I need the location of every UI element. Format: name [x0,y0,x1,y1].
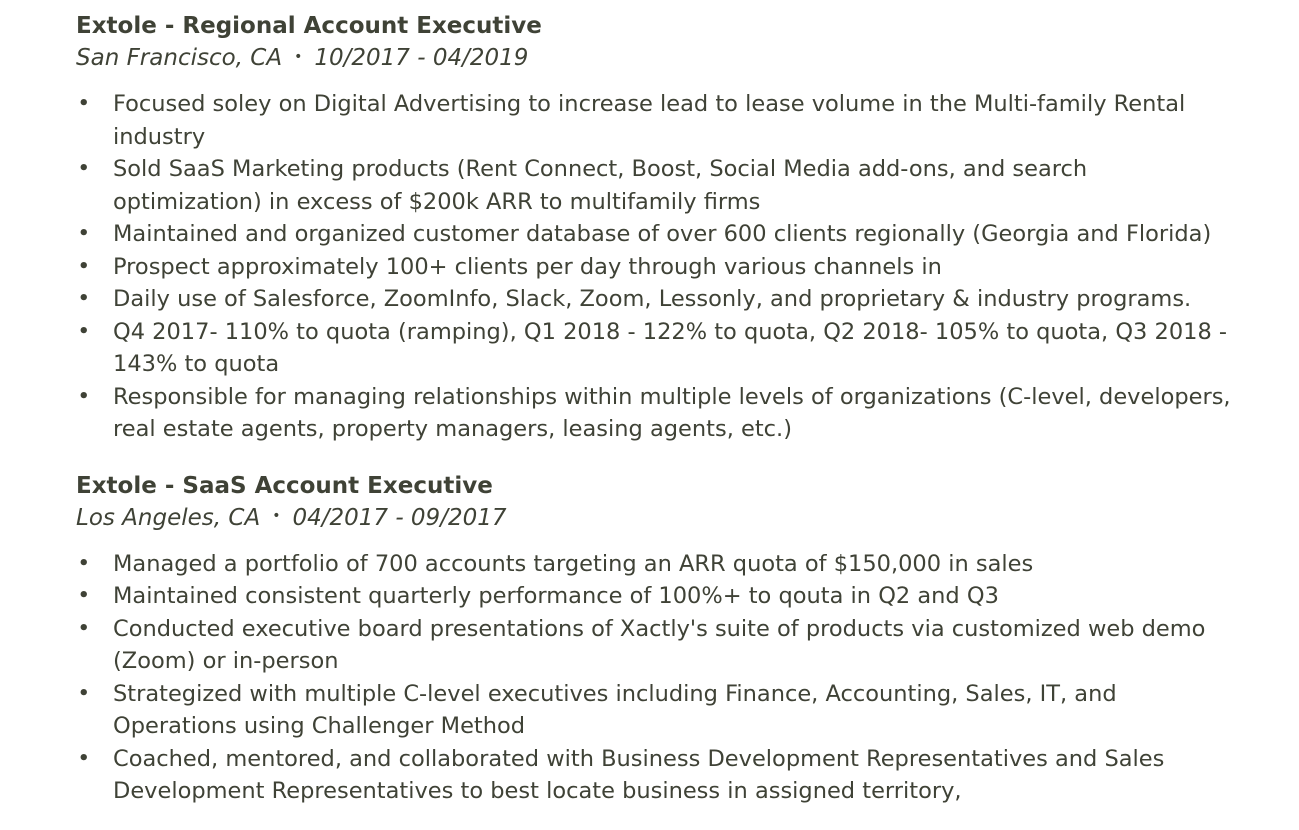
list-item [76,678,1238,743]
list-item [76,381,1238,446]
job-title: Extole - Regional Account Executive [76,13,542,39]
list-item [76,88,1238,153]
bullet-icon: • [78,617,90,639]
job-title: Extole - SaaS Account Executive [76,472,493,499]
list-item [76,613,1238,678]
list-item [76,283,1238,316]
bullet-text: Maintained consistent quarterly performance of 100%+ to qouta in Q2 and Q3 [113,583,999,609]
list-item [76,548,1238,581]
bullet-icon: • [78,682,90,704]
bullet-text: Conducted executive board presentations of Xactly's suite of products via customized web demo (Zoom) or in-person [113,615,1206,674]
list-item [76,153,1238,218]
meta-separator: • [294,48,303,65]
bullet-text: Prospect approximately 100+ clients per day through various channels in [113,253,942,280]
bullet-icon: • [78,93,90,114]
bullet-text: Managed a portfolio of 700 accounts targeting an ARR quota of $150,000 in sales [113,550,1034,577]
bullet-text: Daily use of Salesforce, ZoomInfo, Slack, Zoom, Lessonly, and proprietary & industry programs. [113,286,1192,312]
job-location: Los Angeles, CA [76,504,261,531]
bullet-icon: • [78,320,90,342]
bullet-icon: • [78,223,90,244]
bullet-icon: • [78,158,90,179]
bullet-icon: • [78,385,90,407]
list-item [76,316,1238,381]
bullet-text: Responsible for managing relationships within multiple levels of organizations (C-level, developers, real estate agents, property managers, leasing agents, etc.) [113,383,1231,442]
bullet-icon: • [78,552,90,574]
job-meta [76,502,1286,534]
job-entry [76,468,1286,808]
list-item [76,743,1238,808]
bullet-icon: • [78,747,90,769]
job-entry [76,8,1286,446]
job-bullet-list [76,548,1286,808]
bullet-text: Coached, mentored, and collaborated with Business Development Representatives and Sales Development Representatives to best locate business in assigned territory, [113,745,1165,804]
bullet-icon: • [78,255,90,277]
list-item [76,218,1238,251]
job-dates: 04/2017 - 09/2017 [292,504,507,531]
bullet-text: Focused soley on Digital Advertising to increase lead to lease volume in the Multi-family Rental industry [113,91,1186,150]
bullet-text: Maintained and organized customer database of over 600 clients regionally (Georgia and Florida) [113,221,1212,247]
list-item [76,251,1238,284]
job-dates: 10/2017 - 04/2019 [314,45,529,71]
job-bullet-list [76,88,1286,446]
list-item [76,580,1238,613]
bullet-icon: • [78,585,90,606]
meta-separator: • [272,508,281,524]
job-location: San Francisco, CA [76,45,283,71]
bullet-icon: • [78,288,90,309]
resume-experience-section [76,8,1286,808]
bullet-text: Q4 2017- 110% to quota (ramping), Q1 2018 - 122% to quota, Q2 2018- 105% to quota, Q3 2018 - 143% to quota [113,318,1228,377]
job-meta [76,42,1286,74]
bullet-text: Strategized with multiple C-level executives including Finance, Accounting, Sales, IT, and Operations using Challenger Method [113,680,1117,739]
bullet-text: Sold SaaS Marketing products (Rent Connect, Boost, Social Media add-ons, and search optimization) in excess of $200k ARR to multifamily firms [113,156,1088,215]
